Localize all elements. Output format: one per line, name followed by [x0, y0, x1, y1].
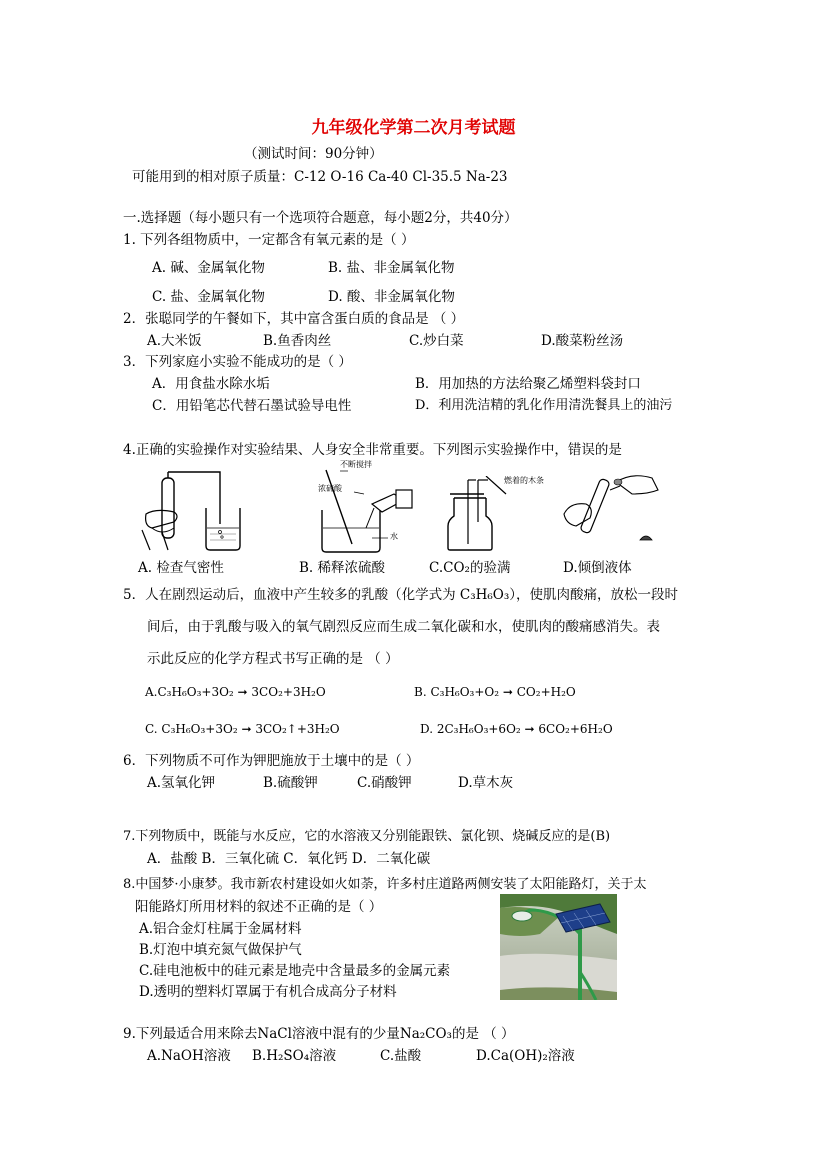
section-heading: 一.选择题（每小题只有一个选项符合题意，每小题2分，共40分）: [123, 210, 518, 226]
q3-option-a: A．用食盐水除水垢: [152, 376, 270, 392]
label-burning-splint: 燃着的木条: [504, 476, 544, 485]
q5-option-b: B. C₃H₆O₃+O₂ ➞ CO₂+H₂O: [414, 685, 576, 699]
q9-option-b: B.H₂SO₄溶液: [252, 1048, 337, 1064]
q8-option-c: C.硅电池板中的硅元素是地壳中含量最多的金属元素: [139, 963, 451, 979]
q9-option-a: A.NaOH溶液: [147, 1048, 231, 1064]
q8-option-b: B.灯泡中填充氮气做保护气: [139, 942, 302, 958]
q1-option-a: A. 碱、金属氧化物: [152, 260, 265, 276]
q5-option-d: D. 2C₃H₆O₃+6O₂ ➞ 6CO₂+6H₂O: [420, 722, 613, 736]
question-7-stem: 7.下列物质中，既能与水反应，它的水溶液又分别能跟铁、氯化钡、烧碱反应的是(B): [123, 829, 611, 844]
q4-option-d: D.倾倒液体: [563, 560, 632, 576]
q9-option-d: D.Ca(OH)₂溶液: [476, 1048, 575, 1064]
atomic-masses: 可能用到的相对原子质量：C-12 O-16 Ca-40 Cl-35.5 Na-23: [132, 169, 508, 185]
question-2-stem: 2．张聪同学的午餐如下，其中富含蛋白质的食品是 （ ）: [123, 311, 465, 327]
q6-option-b: B.硫酸钾: [263, 775, 318, 791]
q6-option-a: A.氢氧化钾: [147, 775, 216, 791]
figure-co2-check: [440, 476, 550, 552]
q4-option-b: B. 稀释浓硫酸: [299, 560, 386, 576]
question-5-stem-line1: 5．人在剧烈运动后，血液中产生较多的乳酸（化学式为 C₃H₆O₃），使肌肉酸痛，放松一段时: [123, 587, 679, 603]
question-8-stem-line2: 阳能路灯所用材料的叙述不正确的是（ ）: [135, 899, 383, 915]
q6-option-d: D.草木灰: [458, 775, 514, 791]
page-title: 九年级化学第二次月考试题: [311, 118, 516, 138]
question-4-stem: 4.正确的实验操作对实验结果、人身安全非常重要。下列图示实验操作中，错误的是: [123, 442, 622, 458]
q1-option-b: B. 盐、非金属氧化物: [328, 260, 455, 276]
figure-pouring-liquid: [560, 468, 672, 548]
label-water: 水: [390, 532, 398, 541]
question-9-stem: 9.下列最适合用来除去NaCl溶液中混有的少量Na₂CO₃的是 （ ）: [123, 1026, 515, 1042]
solar-street-lamp-photo: [500, 894, 617, 1000]
q2-option-c: C.炒白菜: [409, 333, 464, 349]
q8-option-a: A.铝合金灯柱属于金属材料: [139, 921, 302, 937]
q2-option-d: D.酸菜粉丝汤: [541, 333, 624, 349]
q5-option-c: C. C₃H₆O₃+3O₂ ➞ 3CO₂↑+3H₂O: [145, 722, 340, 736]
exam-duration: （测试时间：90分钟）: [244, 146, 383, 162]
q3-option-d: D．利用洗洁精的乳化作用清洗餐具上的油污: [415, 398, 673, 413]
question-1-stem: 1. 下列各组物质中，一定都含有氧元素的是（ ）: [123, 232, 415, 248]
q9-option-c: C.盐酸: [380, 1048, 422, 1064]
figure-diluting-acid: [312, 460, 422, 554]
q3-option-b: B．用加热的方法给聚乙烯塑料袋封口: [415, 376, 641, 392]
question-5-stem-line2: 间后，由于乳酸与吸入的氧气剧烈反应而生成二氧化碳和水，使肌肉的酸痛感消失。表: [147, 619, 660, 635]
figure-airtightness: [140, 470, 250, 552]
q2-option-a: A.大米饭: [147, 333, 202, 349]
q4-option-c: C.CO₂的验满: [429, 560, 511, 576]
q7-options: A．盐酸 B．三氧化硫 C．氧化钙 D．二氧化碳: [147, 851, 431, 867]
label-conc-acid: 浓硫酸: [318, 484, 342, 493]
question-6-stem: 6．下列物质不可作为钾肥施放于土壤中的是（ ）: [123, 753, 420, 769]
question-5-stem-line3: 示此反应的化学方程式书写正确的是 （ ）: [147, 651, 399, 667]
q1-option-d: D. 酸、非金属氧化物: [328, 289, 455, 305]
q1-option-c: C. 盐、金属氧化物: [152, 289, 265, 305]
question-3-stem: 3．下列家庭小实验不能成功的是（ ）: [123, 354, 352, 370]
q4-option-a: A. 检查气密性: [138, 560, 224, 576]
q2-option-b: B.鱼香肉丝: [263, 333, 332, 349]
question-8-stem-line1: 8.中国梦·小康梦。我市新农村建设如火如荼，许多村庄道路两侧安装了太阳能路灯，关于太: [123, 877, 647, 892]
q8-option-d: D.透明的塑料灯罩属于有机合成高分子材料: [139, 984, 397, 1000]
q6-option-c: C.硝酸钾: [357, 775, 412, 791]
label-keep-stirring: 不断搅拌: [340, 460, 372, 469]
q5-option-a: A.C₃H₆O₃+3O₂ ➞ 3CO₂+3H₂O: [145, 685, 326, 699]
q3-option-c: C．用铅笔芯代替石墨试验导电性: [152, 398, 352, 414]
